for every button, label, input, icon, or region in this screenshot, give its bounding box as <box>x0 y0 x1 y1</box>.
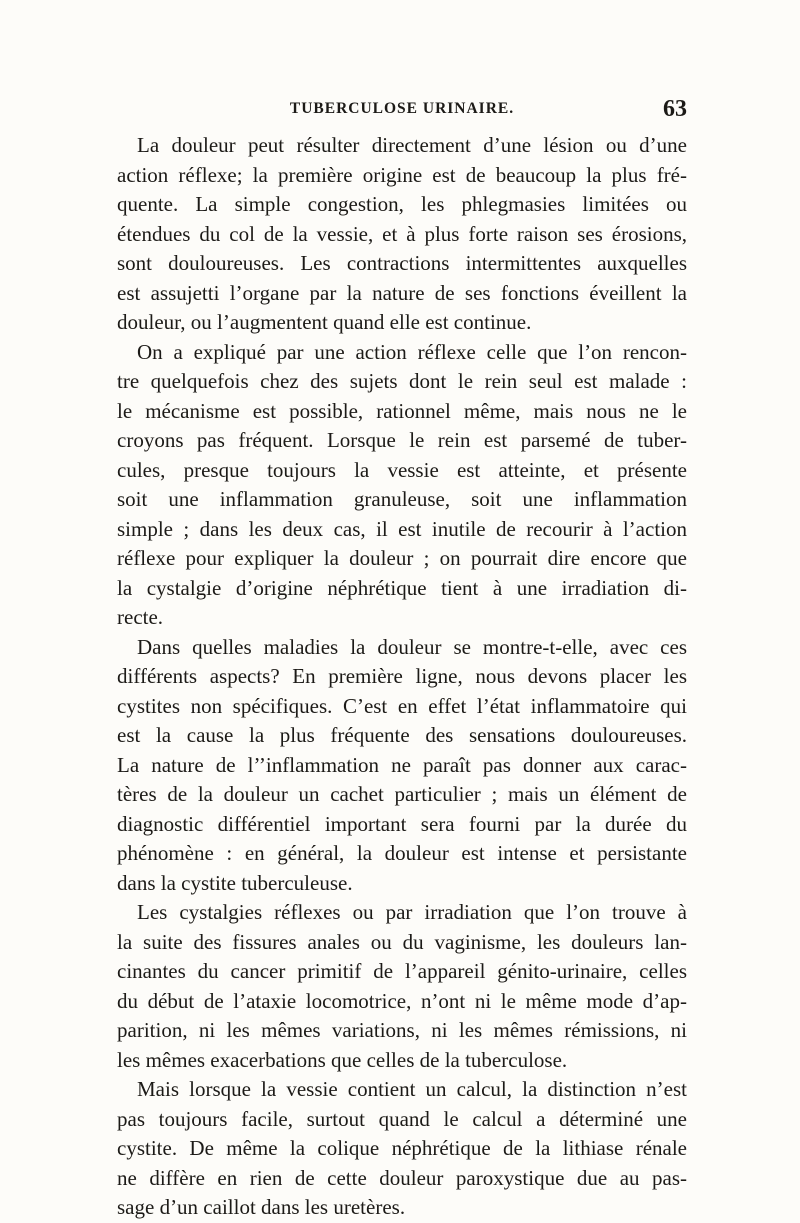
text-line: Dans quelles maladies la douleur se montre-t-elle, avec ces <box>137 634 687 659</box>
page-number: 63 <box>663 96 687 122</box>
text-line: pas toujours facile, surtout quand le calcul a déterminé une <box>117 1106 687 1131</box>
text-line: ne diffère en rien de cette douleur paroxystique due au pas- <box>117 1165 687 1190</box>
text-line: recte. <box>117 605 164 629</box>
text-line: cinantes du cancer primitif de l’appareil génito-urinaire, celles <box>117 959 687 983</box>
text-line: tères de la douleur un cachet particulier ; mais un élément de <box>117 782 687 806</box>
text-line: sont douloureuses. Les contractions intermittentes auxquelles <box>117 251 687 275</box>
paragraph <box>117 898 687 1075</box>
text-line: cystite. De même la colique néphrétique de la lithiase rénale <box>117 1136 687 1160</box>
text-line: dans la cystite tuberculeuse. <box>117 870 353 895</box>
text-line: douleur, ou l’augmentent quand elle est continue. <box>117 310 532 334</box>
text-line: Mais lorsque la vessie contient un calcul, la distinction n’est <box>137 1077 687 1101</box>
text-line: soit une inflammation granuleuse, soit une inflammation <box>117 487 687 511</box>
paragraph <box>117 338 687 633</box>
text-line: la suite des fissures anales ou du vaginisme, les douleurs lan- <box>117 929 687 954</box>
text-line: cules, presque toujours la vessie est atteinte, et présente <box>117 457 687 482</box>
body-text <box>117 131 687 1223</box>
text-line: La douleur peut résulter directement d’une lésion ou d’une <box>137 133 687 157</box>
text-line: est assujetti l’organe par la nature de ses fonctions éveillent la <box>117 280 687 305</box>
text-line: la cystalgie d’origine néphrétique tient à une irradiation di- <box>117 575 687 600</box>
text-line: réflexe pour expliquer la douleur ; on pourrait dire encore que <box>117 546 687 570</box>
paragraph <box>117 131 687 338</box>
text-line: cystites non spécifiques. C’est en effet l’état inflammatoire qui <box>117 693 687 718</box>
text-line: parition, ni les mêmes variations, ni les mêmes rémissions, ni <box>117 1018 687 1042</box>
text-line: étendues du col de la vessie, et à plus forte raison ses érosions, <box>117 221 687 246</box>
text-line: simple ; dans les deux cas, il est inutile de recourir à l’action <box>117 516 687 541</box>
text-line: La nature de l’’inflammation ne paraît pas donner aux carac- <box>117 752 687 777</box>
text-line: diagnostic différentiel important sera fourni par la durée du <box>117 811 687 836</box>
running-title: TUBERCULOSE URINAIRE. <box>289 100 515 117</box>
text-line: croyons pas fréquent. Lorsque le rein est parsemé de tuber- <box>117 428 687 452</box>
text-line: le mécanisme est possible, rationnel même, mais nous ne le <box>117 398 687 423</box>
text-line: On a expliqué par une action réflexe celle que l’on rencon- <box>137 339 687 364</box>
text-line: action réflexe; la première origine est de beaucoup la plus fré- <box>117 162 687 187</box>
text-line: tre quelquefois chez des sujets dont le rein seul est malade : <box>117 369 687 393</box>
text-line: du début de l’ataxie locomotrice, n’ont ni le même mode d’ap- <box>117 988 687 1013</box>
text-line: Les cystalgies réflexes ou par irradiation que l’on trouve à <box>137 900 687 924</box>
text-line: est la cause la plus fréquente des sensations douloureuses. <box>117 723 687 747</box>
text-line: différents aspects? En première ligne, nous devons placer les <box>117 664 687 688</box>
paragraph <box>117 633 687 899</box>
text-line: sage d’un caillot dans les uretères. <box>117 1195 406 1219</box>
running-head <box>117 96 687 126</box>
text-line: les mêmes exacerbations que celles de la tuberculose. <box>117 1047 568 1072</box>
paragraph <box>117 1075 687 1223</box>
text-line: quente. La simple congestion, les phlegmasies limitées ou <box>117 192 687 216</box>
text-line: phénomène : en général, la douleur est intense et persistante <box>117 841 687 865</box>
